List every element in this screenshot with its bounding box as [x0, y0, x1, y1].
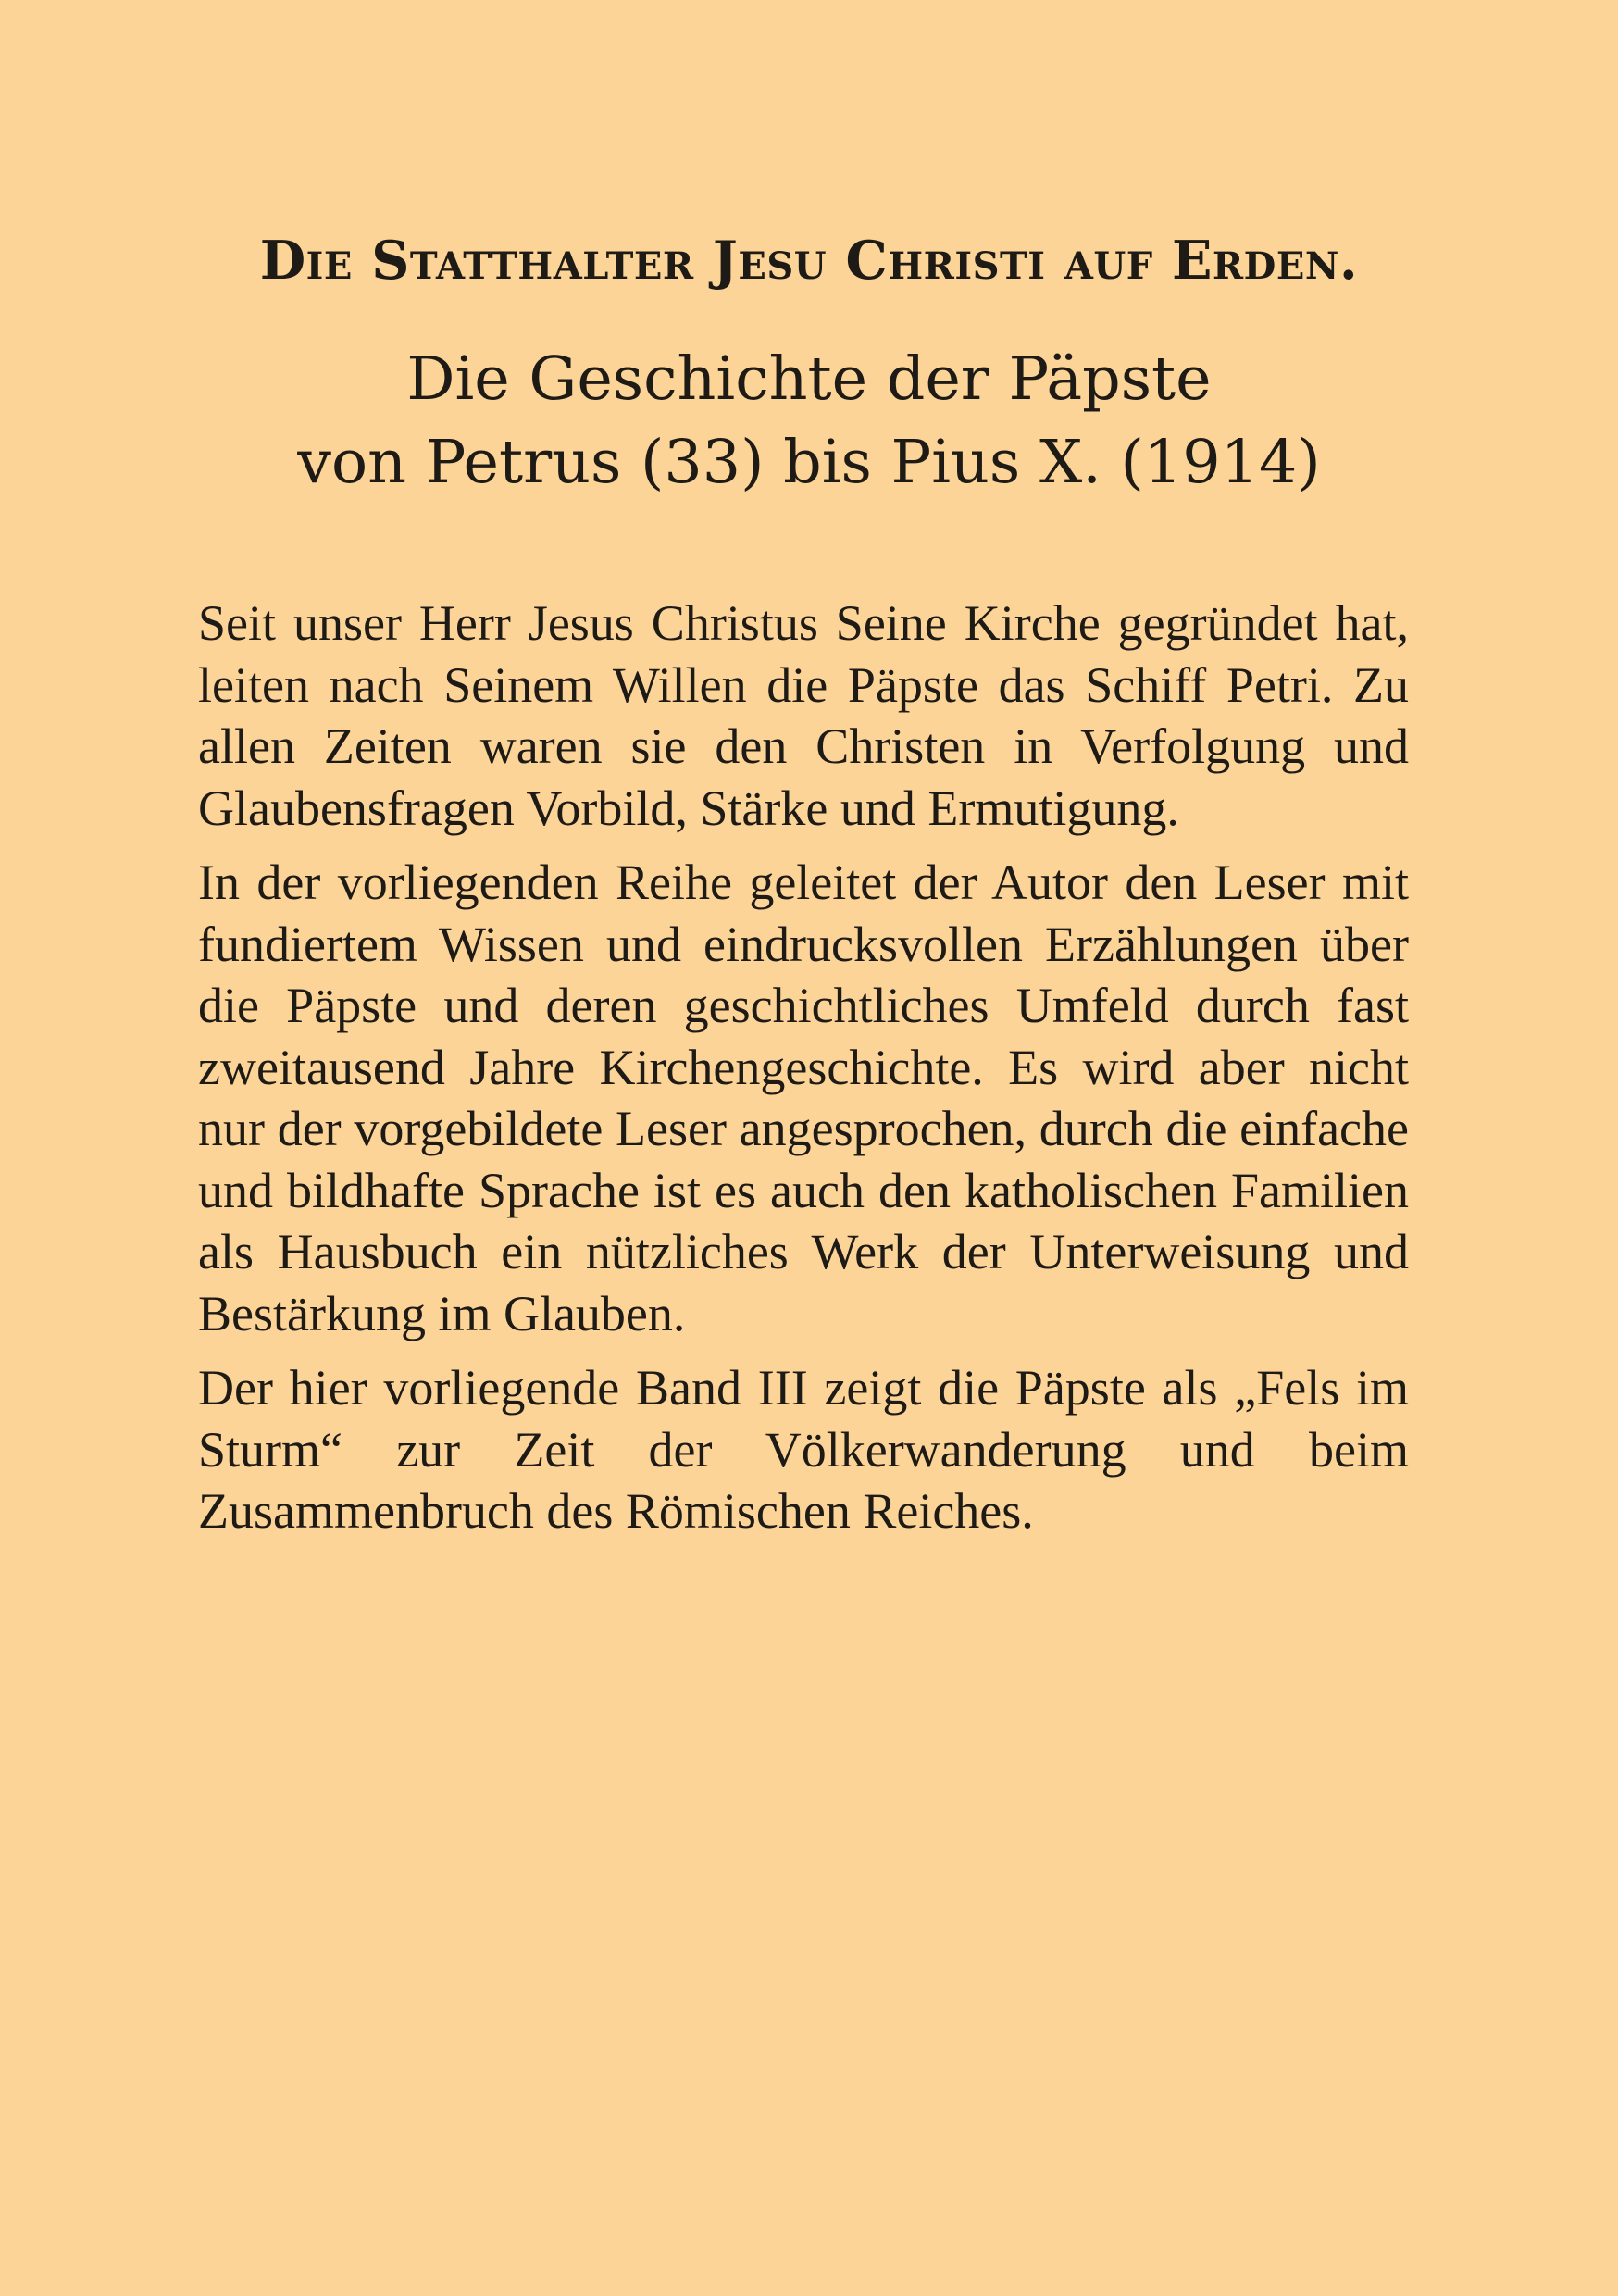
blurb-paragraph-3: Der hier vorliegende Band III zeigt die Päpste als „Fels im Sturm“ zur Zeit der Völkerwanderung und beim Zusammenbruch des Römischen Reiches. [198, 1360, 1409, 1539]
blurb-text [198, 593, 1409, 1555]
subtitle-line-1: Die Geschichte der Päpste [406, 344, 1212, 414]
blurb-paragraph-2: In der vorliegenden Reihe geleitet der Autor den Leser mit fundiertem Wissen und eindrucksvollen Erzählungen über die Päpste und deren geschichtliches Umfeld durch fast zweitausend Jahre Kirchengeschichte. Es wird aber nicht nur der vorgebildete Leser angesprochen, durch die einfache und bildhafte Sprache ist es auch den katholischen Familien als Hausbuch ein nützliches Werk der Unterweisung und Bestärkung im Glauben. [198, 855, 1409, 1341]
series-title: Die Statthalter Jesu Christi auf Erden. [259, 230, 1359, 292]
blurb-paragraph-1: Seit unser Herr Jesus Christus Seine Kirche gegründet hat, leiten nach Seinem Willen die Päpste das Schiff Petri. Zu allen Zeiten waren sie den Christen in Verfolgung und Glaubensfragen Vorbild, Stärke und Ermutigung. [198, 595, 1409, 836]
subtitle [198, 338, 1420, 505]
subtitle-line-2: von Petrus (33) bis Pius X. (1914) [297, 428, 1321, 497]
